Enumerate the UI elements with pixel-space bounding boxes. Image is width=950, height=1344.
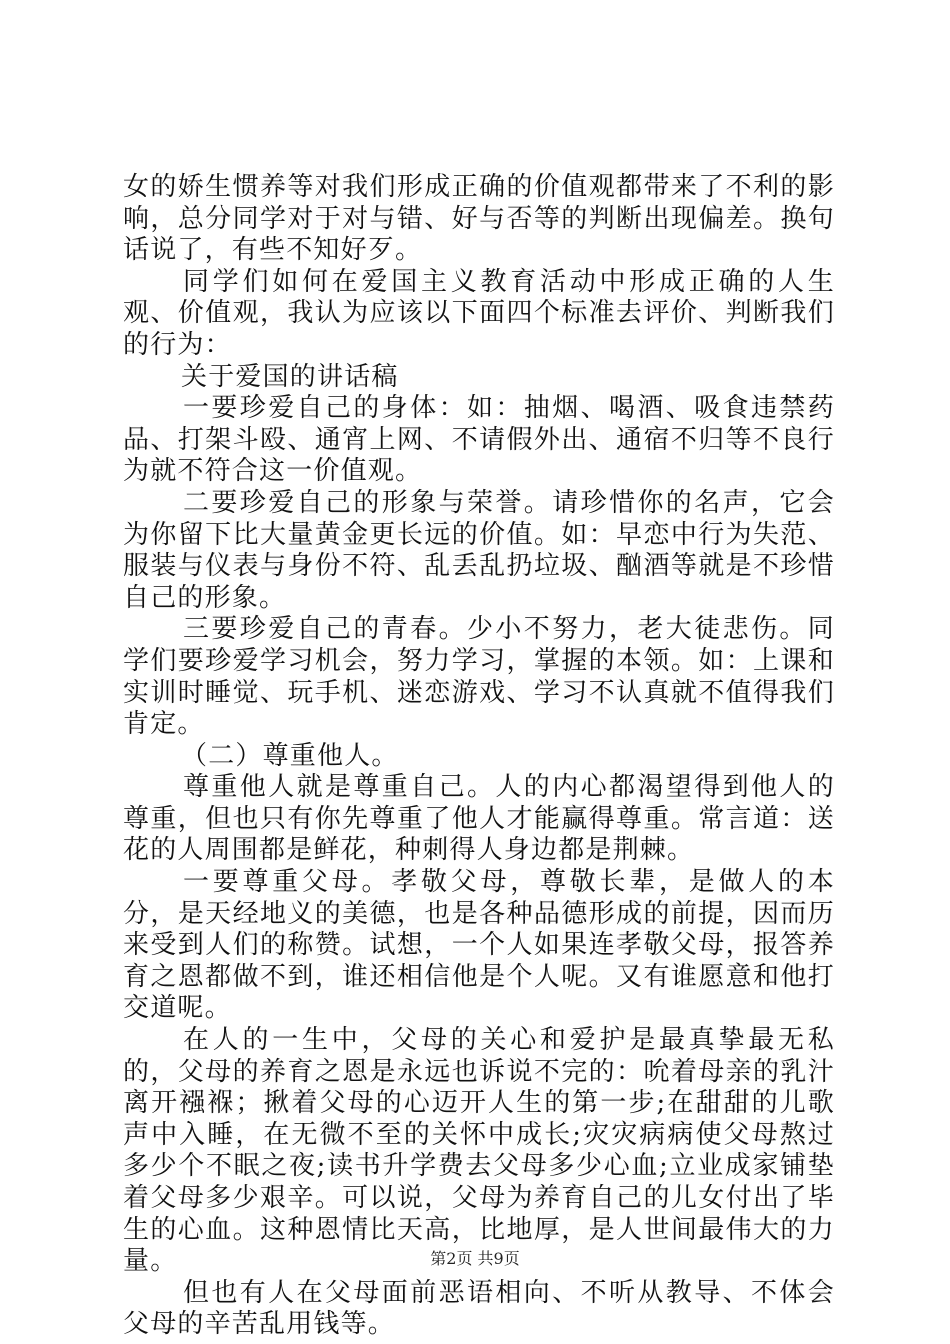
paragraph-cherish-youth: 三要珍爱自己的青春。少小不努力，老大徒悲伤。同学们要珍爱学习机会，努力学习，掌握的本领。如：上课和实训时睡觉、玩手机、迷恋游戏、学习不认真就不值得我们肯定。 bbox=[123, 614, 835, 740]
paragraph-values-intro: 同学们如何在爱国主义教育活动中形成正确的人生观、价值观，我认为应该以下面四个标准去评价、判断我们的行为： bbox=[123, 266, 835, 360]
paragraph-disrespect: 但也有人在父母面前恶语相向、不听从教导、不体会父母的辛苦乱用钱等。 bbox=[123, 1277, 835, 1340]
section-heading-respect-others: （二）尊重他人。 bbox=[181, 740, 399, 771]
paragraph-continuation: 女的娇生惯养等对我们形成正确的价值观都带来了不利的影响，总分同学对于对与错、好与否等的判断出现偏差。换句话说了，有些不知好歹。 bbox=[123, 172, 835, 266]
paragraph-respect-self: 尊重他人就是尊重自己。人的内心都渴望得到他人的尊重，但也只有你先尊重了他人才能赢得尊重。常言道：送花的人周围都是鲜花，种刺得人身边都是荆棘。 bbox=[123, 772, 835, 866]
paragraph-parents-love: 在人的一生中，父母的关心和爱护是最真挚最无私的，父母的养育之恩是永远也诉说不完的：吮着母亲的乳汁离开襁褓；揪着父母的心迈开人生的第一步;在甜甜的儿歌声中入睡，在无微不至的关怀中成长;灾灾病病使父母熬过多少个不眠之夜;读书升学费去父母多少心血;立业成家铺垫着父母多少艰辛。可以说，父母为养育自己的儿女付出了毕生的心血。这种恩情比天高，比地厚，是人世间最伟大的力量。 bbox=[123, 1025, 835, 1277]
paragraph-cherish-body: 一要珍爱自己的身体：如：抽烟、喝酒、吸食违禁药品、打架斗殴、通宵上网、不请假外出、通宿不归等不良行为就不符合这一价值观。 bbox=[123, 393, 835, 487]
page-number-footer: 第2页 共9页 bbox=[430, 1249, 520, 1268]
document-body bbox=[123, 172, 835, 1341]
paragraph-speech-title: 关于爱国的讲话稿 bbox=[181, 361, 399, 392]
paragraph-cherish-image: 二要珍爱自己的形象与荣誉。请珍惜你的名声，它会为你留下比大量黄金更长远的价值。如：早恋中行为失范、服装与仪表与身份不符、乱丢乱扔垃圾、酗酒等就是不珍惜自己的形象。 bbox=[123, 487, 835, 613]
paragraph-respect-parents: 一要尊重父母。孝敬父母，尊敬长辈，是做人的本分，是天经地义的美德，也是各种品德形成的前提，因而历来受到人们的称赞。试想，一个人如果连孝敬父母，报答养育之恩都做不到，谁还相信他是个人呢。又有谁愿意和他打交道呢。 bbox=[123, 867, 835, 1024]
